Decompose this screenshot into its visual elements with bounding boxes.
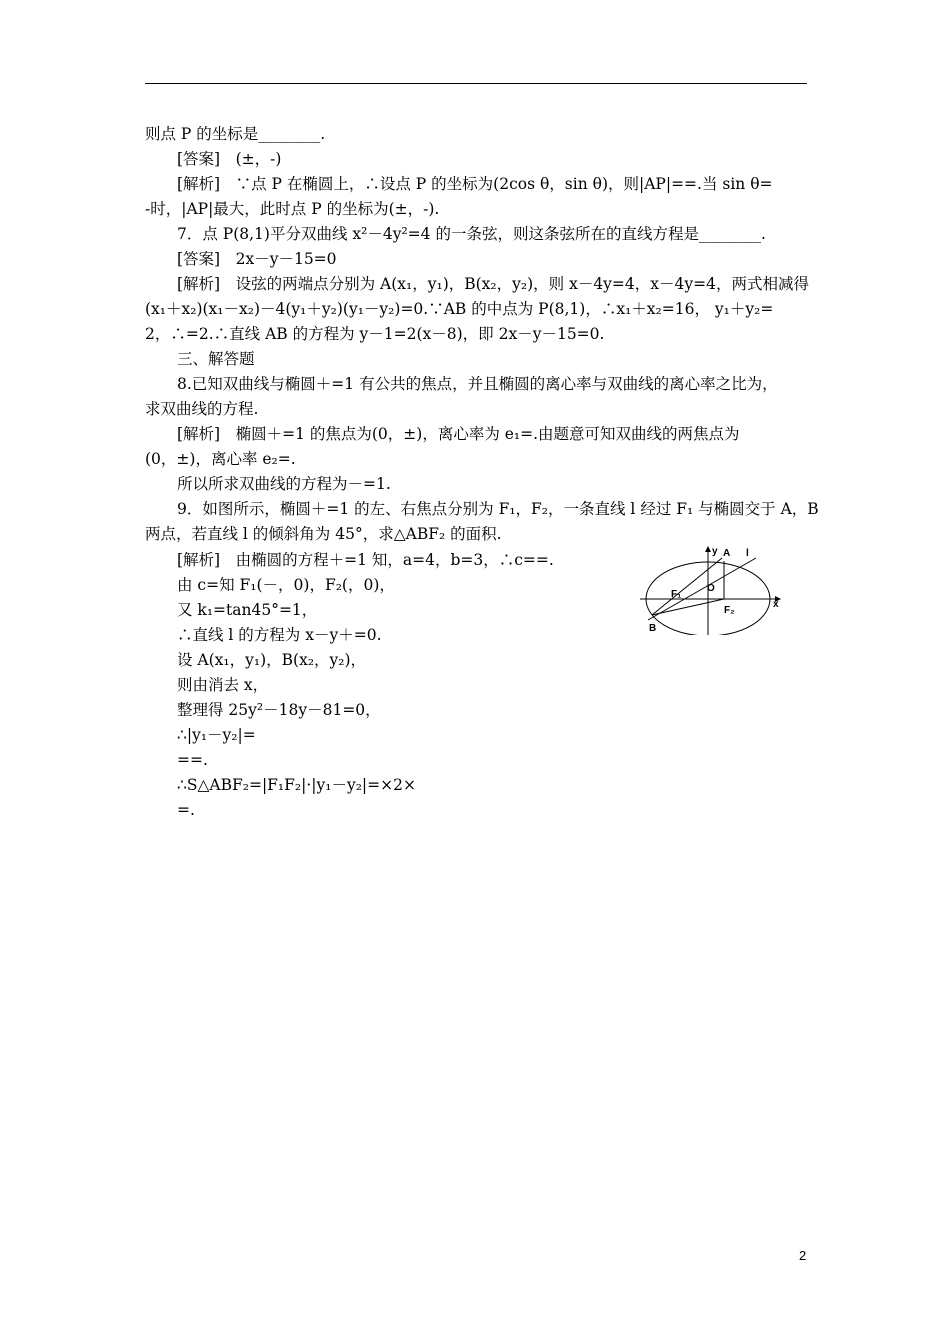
solution-step: 由 c=知 F₁(－，0)，F₂(，0)， [177, 576, 395, 594]
ellipse-figure [640, 540, 790, 639]
header-rule [145, 83, 807, 84]
solution-step: 整理得 25y²－18y－81=0， [177, 701, 381, 719]
solution-step: 设 A(x₁，y₁)，B(x₂，y₂)， [177, 651, 367, 669]
label-o: O [707, 583, 715, 594]
text-line: 所以所求双曲线的方程为－=1. [177, 475, 391, 493]
label-a: A [723, 548, 731, 559]
solution-step: =. [177, 801, 195, 819]
label-l: l [746, 548, 749, 559]
solution-step: ==. [177, 751, 208, 769]
line-l [648, 558, 756, 620]
answer-line: [答案] 2x－y－15=0 [177, 250, 337, 268]
page-number: 2 [799, 1248, 807, 1263]
text-line: (x₁＋x₂)(x₁－x₂)－4(y₁＋y₂)(y₁－y₂)=0.∵AB 的中点为 P(8,1)，∴x₁＋x₂=16， y₁＋y₂= [145, 300, 774, 318]
question-9: 9．如图所示，椭圆＋=1 的左、右焦点分别为 F₁，F₂，一条直线 l 经过 F₁ 与椭圆交于 A，B [177, 500, 819, 518]
text-line: 2，∴=2.∴直线 AB 的方程为 y－1=2(x－8)，即 2x－y－15=0. [145, 325, 605, 343]
label-y: y [712, 546, 718, 557]
solution-step: ∴直线 l 的方程为 x－y＋=0. [177, 626, 382, 644]
analysis-line: [解析] 设弦的两端点分别为 A(x₁，y₁)，B(x₂，y₂)，则 x－4y=4，x－4y=4，两式相减得 [177, 275, 809, 293]
solution-step: ∴|y₁－y₂|= [177, 726, 256, 744]
text-line: 则点 P 的坐标是________. [145, 125, 326, 143]
label-f1: F₁ [671, 589, 682, 600]
text-line: 求双曲线的方程. [145, 400, 259, 418]
analysis-line: [解析] ∵点 P 在椭圆上，∴设点 P 的坐标为(2cos θ，sin θ)，则|AP|==.当 sin θ= [177, 175, 773, 193]
question-8: 8.已知双曲线与椭圆＋=1 有公共的焦点，并且椭圆的离心率与双曲线的离心率之比为， [177, 375, 778, 393]
text-line: 两点，若直线 l 的倾斜角为 45°，求△ABF₂ 的面积. [145, 525, 502, 543]
answer-line: [答案] (±，-) [177, 150, 282, 168]
label-f2: F₂ [724, 605, 735, 616]
section-heading: 三、解答题 [177, 350, 255, 368]
solution-step: 又 k₁=tan45°=1， [177, 601, 318, 619]
solution-step: 则由消去 x， [177, 676, 269, 694]
text-line: -时，|AP|最大，此时点 P 的坐标为(±，-). [145, 200, 440, 218]
analysis-line: [解析] 由椭圆的方程＋=1 知，a=4，b=3，∴c==. [177, 551, 554, 569]
y-arrow [705, 546, 711, 552]
text-line: (0，±)，离心率 e₂=. [145, 450, 296, 468]
label-b: B [649, 623, 657, 634]
label-x: x [773, 599, 779, 610]
solution-step: ∴S△ABF₂=|F₁F₂|·|y₁－y₂|=×2× [177, 776, 416, 794]
analysis-line: [解析] 椭圆＋=1 的焦点为(0，±)，离心率为 e₁=.由题意可知双曲线的两焦点为 [177, 425, 740, 443]
question-7: 7．点 P(8,1)平分双曲线 x²－4y²=4 的一条弦，则这条弦所在的直线方程是________. [177, 225, 766, 243]
bf2-segment [652, 599, 724, 615]
